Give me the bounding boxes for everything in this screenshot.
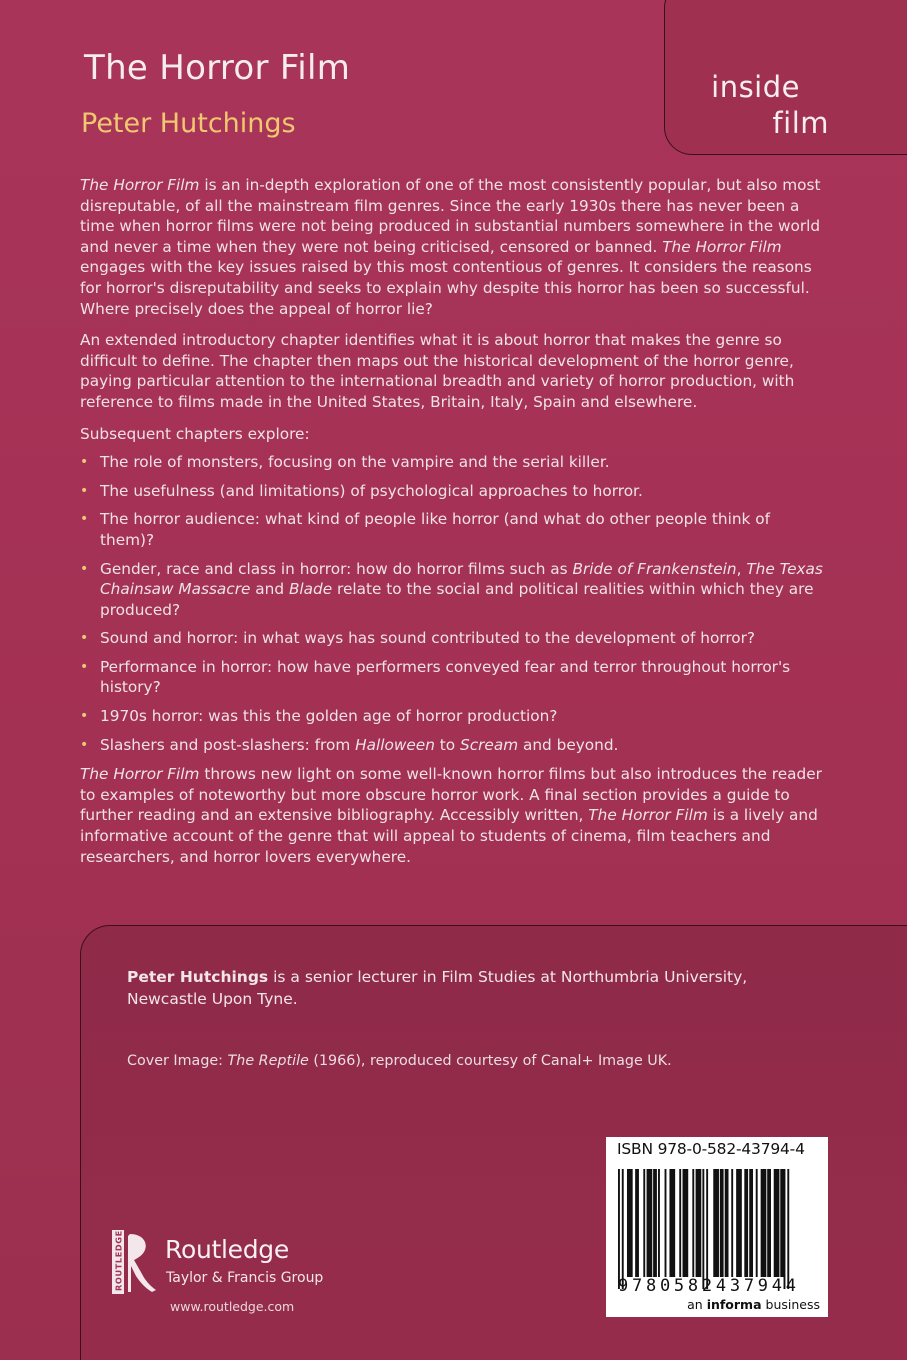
series-label-film: film <box>772 106 829 140</box>
barcode-bar <box>669 1169 675 1277</box>
series-label-inside: inside <box>711 70 800 104</box>
informa-suffix: business <box>761 1297 820 1312</box>
barcode-bar <box>643 1169 645 1277</box>
blurb-paragraph-1 <box>80 175 825 319</box>
blurb-paragraph-4 <box>80 764 825 867</box>
italic-title-text: The Texas Chainsaw Massacre <box>100 559 823 599</box>
chapter-list-item <box>80 735 825 756</box>
italic-title-text: Scream <box>460 735 519 754</box>
text-run: is an in-depth exploration of one of the most consistently popular, but also most disreputable, of all the mainstream film genres. Since the early 1930s there has never been a time when horror films were not being produced in substantial numbers somewhere in the world and never a time when they were not being criticised, censored or banned. <box>80 176 821 256</box>
italic-title-text: The Horror Film <box>588 806 708 825</box>
chapter-list-item <box>80 628 825 649</box>
text-run: engages with the key issues raised by this most contentious of genres. It considers the reasons for horror's disreputability and seeks to explain why despite this horror has been so successful. Where precisely does the appeal of horror lie? <box>80 258 812 318</box>
informa-brand: informa <box>706 1297 762 1312</box>
chapter-list-item <box>80 452 825 473</box>
barcode-bar <box>784 1169 786 1289</box>
barcode-bar <box>749 1169 753 1277</box>
barcode-bar <box>725 1169 729 1277</box>
text-run: and <box>250 580 289 599</box>
text-run: Cover Image: <box>127 1053 228 1069</box>
publisher-group: Taylor & Francis Group <box>166 1270 324 1286</box>
bullet-icon: • <box>80 658 89 675</box>
text-run: Slashers and post-slashers: from <box>100 735 356 754</box>
bullet-icon: • <box>80 736 89 753</box>
barcode-digits-text: 9780582437944 <box>618 1276 796 1296</box>
author-bio <box>127 966 827 1010</box>
text-run: Gender, race and class in horror: how do horror films such as <box>100 559 573 578</box>
text-run: throws new light on some well-known horror films but also introduces the reader to examples of noteworthy but more obscure horror work. A final section provides a guide to further reading and an extensive bibliography. Accessibly written, <box>80 765 822 825</box>
text-run: The role of monsters, focusing on the vampire and the serial killer. <box>100 453 610 472</box>
barcode-bar <box>706 1169 708 1289</box>
chapter-list <box>80 452 825 755</box>
chapter-list-item <box>80 481 825 502</box>
barcode-bar <box>736 1169 742 1277</box>
italic-title-text: Bride of Frankenstein <box>572 559 737 578</box>
book-title: The Horror Film <box>84 48 351 88</box>
barcode-bar <box>679 1169 681 1277</box>
informa-prefix: an <box>687 1297 707 1312</box>
text-run: Subsequent chapters explore: <box>80 424 310 443</box>
barcode-bar <box>702 1169 704 1289</box>
italic-title-text: The Horror Film <box>80 176 200 194</box>
barcode-bar <box>787 1169 789 1289</box>
publisher-url[interactable]: www.routledge.com <box>170 1299 295 1314</box>
barcode-bar <box>622 1169 624 1289</box>
chapter-list-item <box>80 657 825 698</box>
barcode-bar <box>653 1169 657 1277</box>
barcode-bar <box>665 1169 667 1277</box>
barcode-bar <box>647 1169 653 1277</box>
barcode-bar <box>713 1169 719 1277</box>
barcode-bar <box>692 1169 694 1277</box>
chapter-list-item <box>80 559 825 621</box>
barcode-bar <box>696 1169 702 1277</box>
bullet-icon: • <box>80 482 89 499</box>
text-run: Performance in horror: how have performers conveyed fear and terror throughout horror's history? <box>100 657 791 697</box>
bullet-icon: • <box>80 511 89 528</box>
barcode-bar <box>635 1169 639 1277</box>
text-run: to <box>434 735 460 754</box>
barcode-bar <box>767 1169 771 1277</box>
blurb-paragraph-2 <box>80 330 825 412</box>
text-run: (1966), reproduced courtesy of Canal+ Image UK. <box>308 1053 672 1069</box>
barcode-bar <box>627 1169 633 1277</box>
author-bio-text: is a senior lecturer in Film Studies at Northumbria University, Newcastle Upon Tyne. <box>127 968 748 1008</box>
barcode-bar <box>756 1169 758 1277</box>
barcode-bar <box>761 1169 767 1277</box>
chapter-list-item <box>80 509 825 550</box>
text-run: The horror audience: what kind of people like horror (and what do other people think of them)? <box>100 510 770 549</box>
isbn-number: ISBN 978-0-582-43794-4 <box>617 1140 805 1158</box>
text-run: Sound and horror: in what ways has sound contributed to the development of horror? <box>100 629 756 648</box>
text-run: is a lively and informative account of the genre that will appeal to students of cinema, film teachers and researchers, and horror lovers everywhere. <box>80 806 818 866</box>
barcode-bar <box>780 1169 784 1277</box>
routledge-logo-icon <box>112 1230 160 1295</box>
barcode-bar <box>658 1169 660 1277</box>
text-run: The usefulness (and limitations) of psychological approaches to horror. <box>100 481 643 500</box>
bullet-icon: • <box>80 454 89 471</box>
author-bio-name: Peter Hutchings <box>127 968 269 986</box>
barcode-bar <box>744 1169 748 1277</box>
barcode-bar <box>720 1169 724 1277</box>
barcode-digits <box>606 1274 828 1296</box>
informa-tagline <box>687 1297 820 1312</box>
bullet-icon: • <box>80 708 89 725</box>
barcode-box <box>606 1137 828 1317</box>
text-run: An extended introductory chapter identifies what it is about horror that makes the genre so difficult to define. The chapter then maps out the historical development of the horror genre, paying particular attention to the international breadth and variety of horror production, with reference to films made in the United States, Britain, Italy, Spain and elsewhere. <box>80 331 795 411</box>
blurb <box>80 175 825 878</box>
text-run: , <box>736 559 747 578</box>
bullet-icon: • <box>80 560 89 577</box>
cover-image-credit <box>127 1051 827 1071</box>
publisher-block <box>112 1230 342 1320</box>
italic-title-text: The Horror Film <box>662 237 782 256</box>
publisher-name: Routledge <box>165 1235 289 1264</box>
text-run: relate to the social and political realities within which they are produced? <box>100 580 814 619</box>
barcode-bar <box>618 1169 620 1289</box>
barcode-bar <box>731 1169 733 1277</box>
text-run: and beyond. <box>518 735 619 754</box>
bullet-icon: • <box>80 630 89 647</box>
italic-title-text: The Horror Film <box>80 765 200 784</box>
italic-title-text: Halloween <box>355 735 435 754</box>
italic-title-text: The Reptile <box>227 1053 309 1069</box>
italic-title-text: Blade <box>288 580 333 599</box>
chapter-list-item <box>80 706 825 727</box>
blurb-paragraph-3 <box>80 424 825 445</box>
routledge-logo-text: ROUTLEDGE <box>113 1230 124 1291</box>
barcode-bar <box>683 1169 689 1277</box>
text-run: 1970s horror: was this the golden age of horror production? <box>100 707 558 726</box>
book-author: Peter Hutchings <box>81 108 296 139</box>
barcode-bar <box>774 1169 780 1277</box>
